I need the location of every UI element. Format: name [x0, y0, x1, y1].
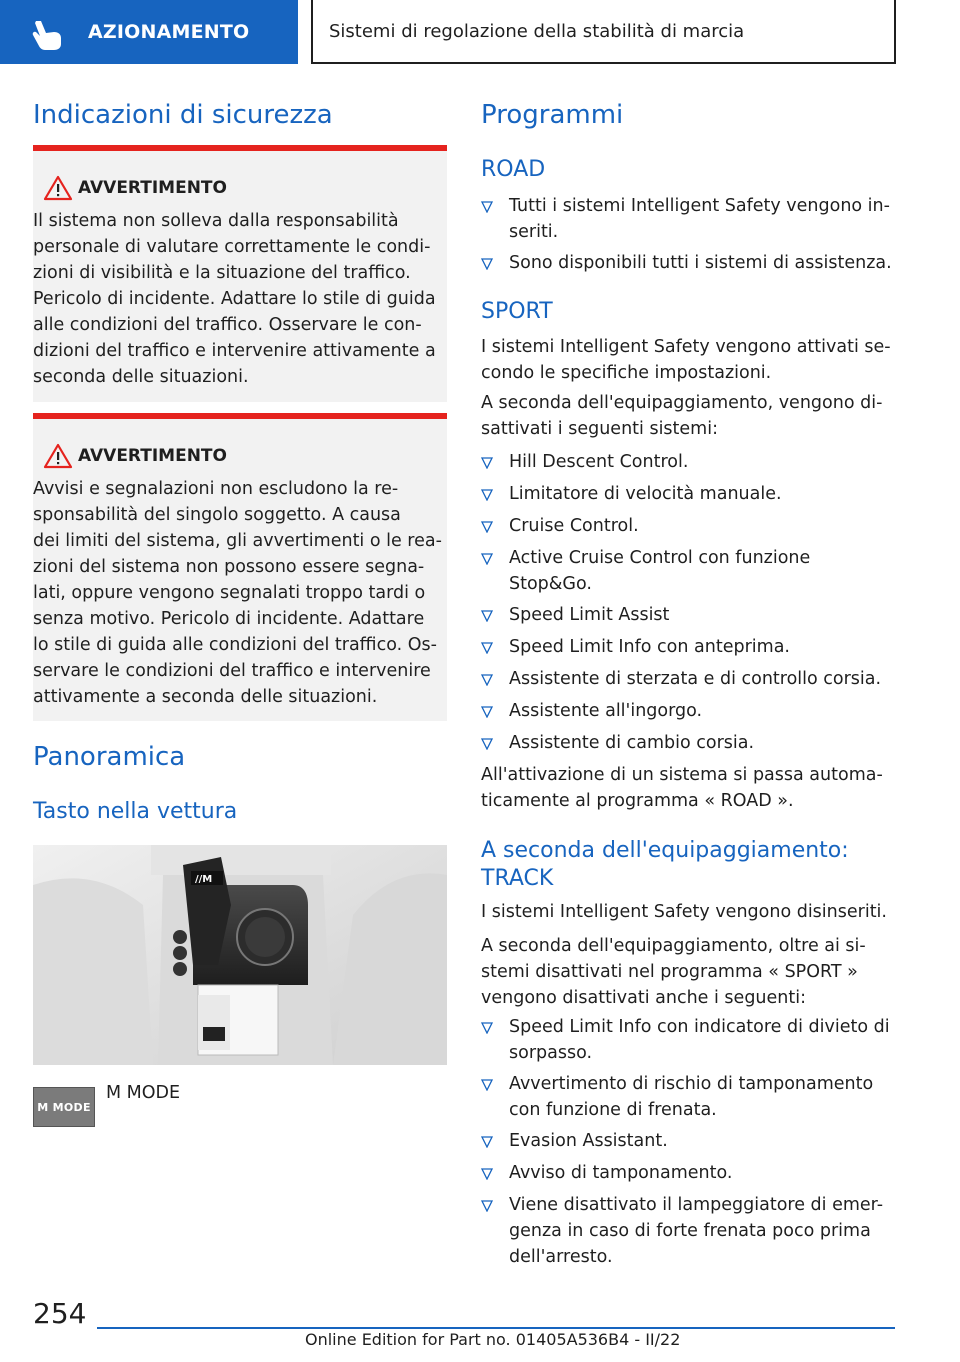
bullet-triangle-icon [481, 642, 493, 654]
track-heading: A seconda dell'equipaggiamento: TRACK [481, 838, 849, 891]
warning-title: AVVERTIMENTO [78, 178, 227, 198]
center-console-photo [33, 845, 447, 1065]
bullet-triangle-icon [481, 521, 493, 533]
text-line: lati, oppure vengono segnalati troppo tardi o [33, 583, 426, 603]
sport-heading: SPORT [481, 299, 553, 324]
text-line: Avvisi e segnalazioni non escludono la re- [33, 479, 399, 499]
warning-triangle-icon [43, 175, 73, 201]
footer-divider [97, 1327, 895, 1329]
button-heading: Tasto nella vettura [33, 799, 238, 824]
text-line: seconda delle situazioni. [33, 367, 249, 387]
bullet-triangle-icon [481, 553, 493, 565]
text-line: servare le condizioni del traffico e intervenire [33, 661, 431, 681]
text-line: alle condizioni del traffico. Osservare le con- [33, 315, 422, 335]
bullet-triangle-icon [481, 258, 493, 270]
footer-edition: Online Edition for Part no. 01405A536B4 - II/22 [305, 1330, 681, 1349]
console-illustration [33, 845, 447, 1065]
text-line: lo stile di guida alle condizioni del traffico. Os- [33, 635, 437, 655]
text-line: senza motivo. Pericolo di incidente. Adattare [33, 609, 425, 629]
safety-heading: Indicazioni di sicurezza [33, 100, 333, 130]
warning-text [33, 208, 447, 390]
track-paragraph: A seconda dell'equipaggiamento, oltre ai si- stemi disattivati nel programma « SPORT » vengono disattivati anche i seguenti: [481, 936, 866, 1008]
bullet-triangle-icon [481, 1168, 493, 1180]
text-line: zioni di visibilità e la situazione del traffico. [33, 263, 411, 283]
warning-box-2 [33, 413, 447, 721]
bullet-triangle-icon [481, 1200, 493, 1212]
hand-pointer-icon [30, 18, 66, 52]
section-title: AZIONAMENTO [88, 21, 250, 43]
sport-paragraph: All'attivazione di un sistema si passa automa- ticamente al programma « ROAD ». [481, 765, 883, 811]
bullet-triangle-icon [481, 738, 493, 750]
road-heading: ROAD [481, 157, 546, 182]
bullet-triangle-icon [481, 610, 493, 622]
bullet-triangle-icon [481, 201, 493, 213]
sport-paragraph: I sistemi Intelligent Safety vengono attivati se- condo le specifiche impostazioni. [481, 337, 891, 383]
sport-paragraph: A seconda dell'equipaggiamento, vengono di- sattivati i seguenti sistemi: [481, 393, 883, 439]
page-number: 254 [33, 1297, 87, 1330]
bullet-triangle-icon [481, 674, 493, 686]
text-line: Il sistema non solleva dalla responsabilità [33, 211, 399, 231]
text-line: attivamente a seconda delle situazioni. [33, 687, 378, 707]
subsection-box [311, 0, 896, 64]
bullet-triangle-icon [481, 457, 493, 469]
bullet-triangle-icon [481, 706, 493, 718]
m-mode-label: M MODE [106, 1083, 181, 1103]
text-line: Pericolo di incidente. Adattare lo stile di guida [33, 289, 436, 309]
text-line: dizioni del traffico e intervenire attivamente a [33, 341, 436, 361]
bullet-triangle-icon [481, 1022, 493, 1034]
warning-box-1 [33, 145, 447, 402]
warning-text [33, 476, 447, 710]
subsection-title: Sistemi di regolazione della stabilità di marcia [329, 21, 745, 42]
bullet-triangle-icon [481, 1079, 493, 1091]
warning-triangle-icon [43, 443, 73, 469]
svg-text://M: //M [195, 874, 213, 885]
text-line: zioni del sistema non possono essere segna- [33, 557, 425, 577]
bullet-triangle-icon [481, 489, 493, 501]
overview-heading: Panoramica [33, 742, 186, 772]
section-tab [0, 0, 298, 64]
track-paragraph: I sistemi Intelligent Safety vengono disinseriti. [481, 902, 887, 922]
warning-title: AVVERTIMENTO [78, 446, 227, 466]
text-line: personale di valutare correttamente le condi- [33, 237, 431, 257]
text-line: dei limiti del sistema, gli avvertimenti o le rea- [33, 531, 442, 551]
bullet-triangle-icon [481, 1136, 493, 1148]
text-line: sponsabilità del singolo soggetto. A causa [33, 505, 401, 525]
programs-heading: Programmi [481, 100, 624, 130]
m-mode-button-icon: M MODE [33, 1087, 95, 1127]
